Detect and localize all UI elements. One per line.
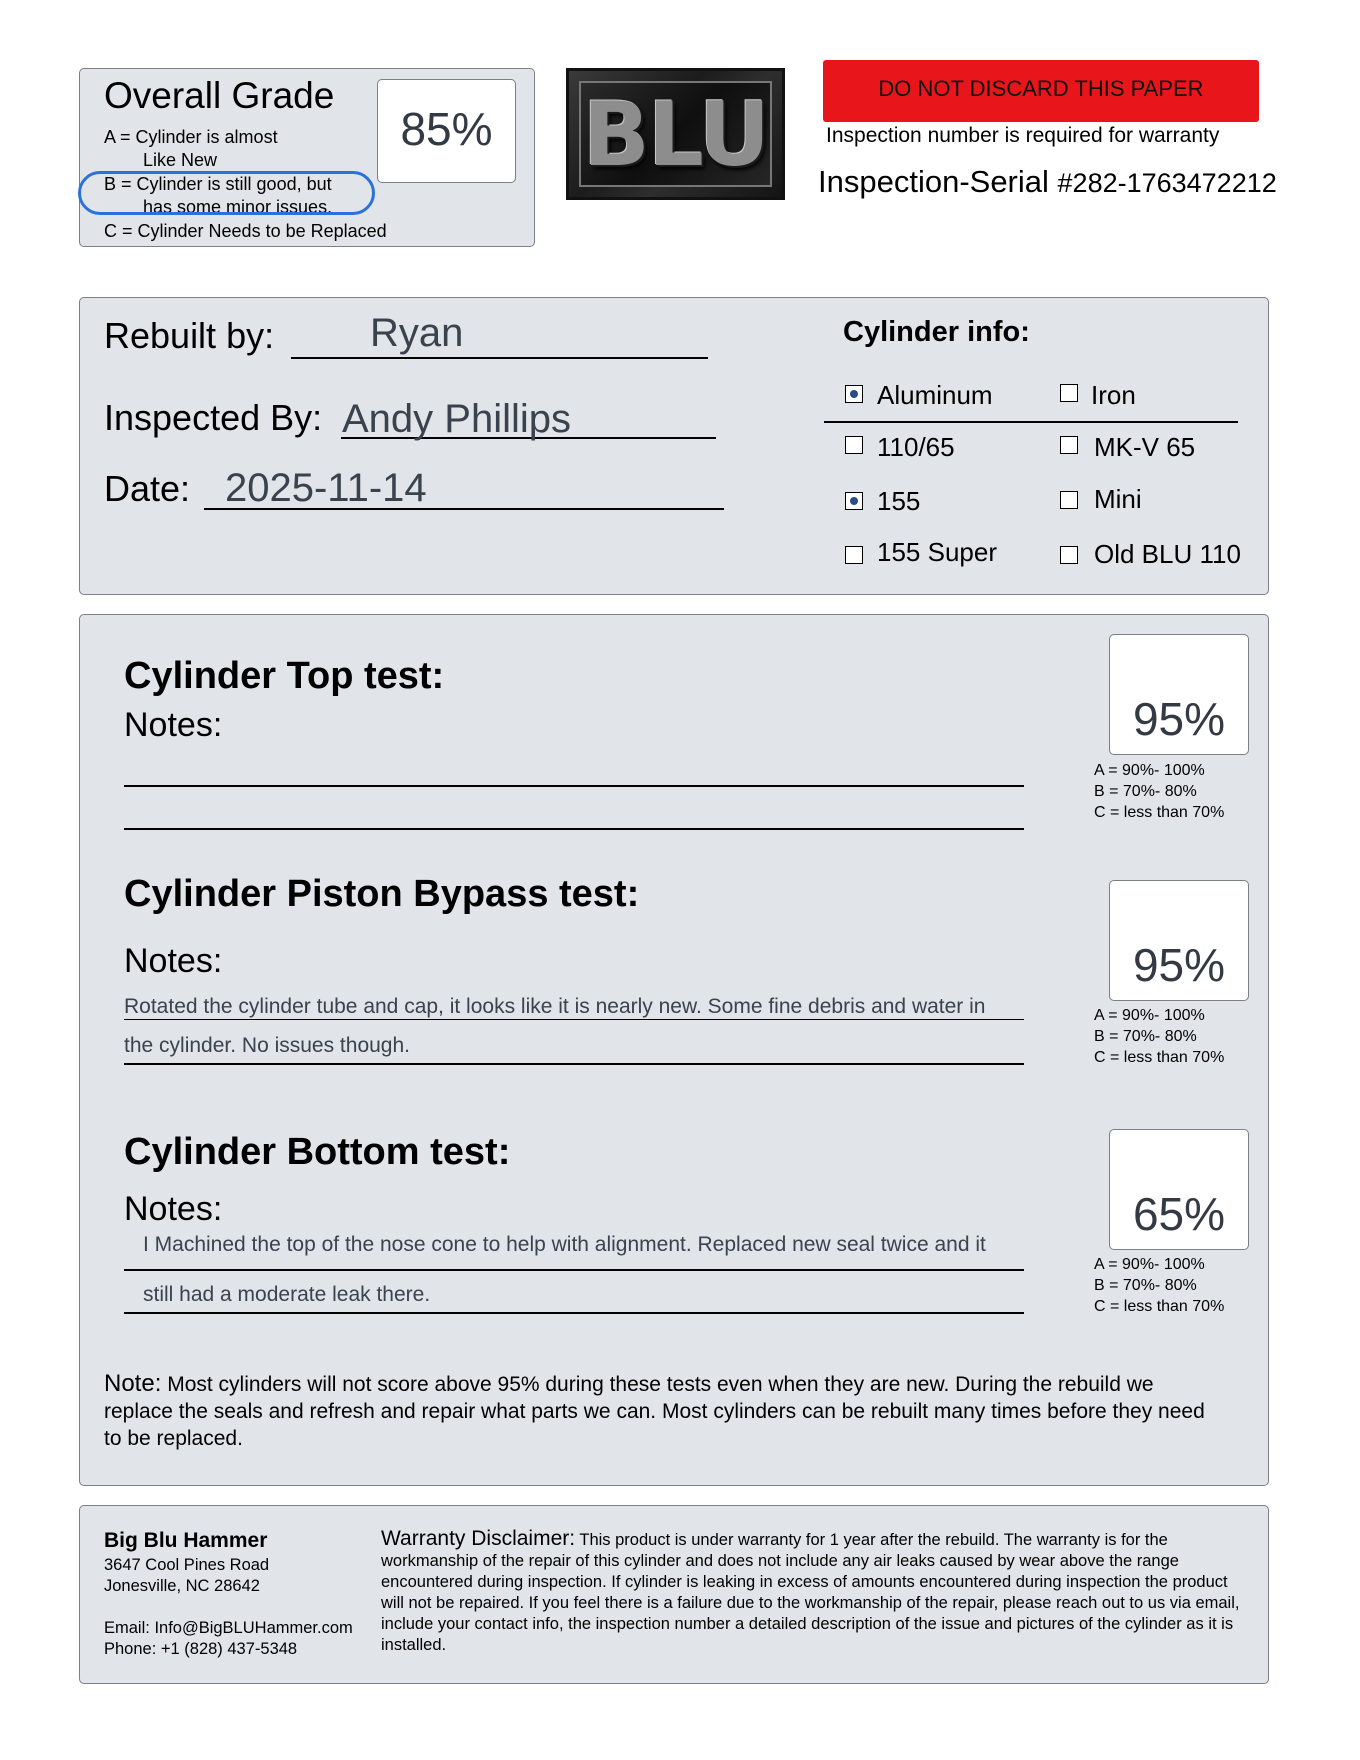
bypass-test-scale-c: C = less than 70% [1094, 1049, 1225, 1066]
top-test-scale-b: B = 70%- 80% [1094, 783, 1197, 800]
bypass-test-scale-b: B = 70%- 80% [1094, 1028, 1197, 1045]
blu-logo [566, 68, 785, 200]
bypass-test-scale-a: A = 90%- 100% [1094, 1007, 1205, 1024]
date-label: Date: [104, 468, 191, 509]
checkbox-155[interactable] [845, 492, 863, 510]
checkbox-mini[interactable] [1060, 491, 1078, 509]
company-phone: Phone: +1 (828) 437-5348 [104, 1640, 298, 1658]
checkbox-110-65[interactable] [845, 436, 863, 454]
label-aluminum: Aluminum [877, 380, 993, 410]
bottom-test-scale-b: B = 70%- 80% [1094, 1277, 1197, 1294]
rebuilt-by-line [291, 357, 708, 359]
warranty-requirement-note: Inspection number is required for warranty [826, 124, 1220, 147]
bottom-test-scale-c: C = less than 70% [1094, 1298, 1225, 1315]
overall-score-box [377, 79, 516, 183]
rebuild-note-label: Note: [104, 1370, 162, 1397]
inspected-by-value: Andy Phillips [342, 397, 572, 441]
grade-line-b: B = Cylinder is still good, but [104, 174, 332, 194]
label-155-super: 155 Super [877, 537, 997, 567]
label-155: 155 [877, 486, 921, 516]
rebuilt-by-value: Ryan [370, 311, 464, 355]
checkbox-mk-v-65[interactable] [1060, 436, 1078, 454]
date-value: 2025-11-14 [225, 466, 427, 510]
email-label: Email: [104, 1619, 150, 1637]
top-test-scale-c: C = less than 70% [1094, 804, 1225, 821]
bottom-test-note-line-1 [124, 1269, 1024, 1271]
company-address-2: Jonesville, NC 28642 [104, 1577, 260, 1595]
top-test-score: 95% [1132, 693, 1226, 745]
bottom-test-note-2: still had a moderate leak there. [143, 1283, 431, 1306]
overall-score-value: 85% [400, 103, 493, 155]
bypass-test-score: 95% [1132, 939, 1226, 991]
label-iron: Iron [1091, 380, 1136, 410]
rebuilt-by-label: Rebuilt by: [104, 315, 275, 356]
bypass-test-note-line-1 [124, 1019, 1024, 1020]
bottom-test-notes-label: Notes: [124, 1190, 223, 1228]
checkbox-155-super[interactable] [845, 546, 863, 564]
company-email [104, 1618, 353, 1639]
serial-label: Inspection-Serial [818, 164, 1049, 199]
overall-grade-title: Overall Grade [104, 75, 335, 116]
top-test-score-box [1109, 634, 1249, 755]
bypass-test-title: Cylinder Piston Bypass test: [124, 873, 640, 915]
rebuild-note-text: Most cylinders will not score above 95% during these tests even when they are new. During the rebuild we replace the seals and refresh and repair what parts we can. Most cylinders can be rebuilt many times before they need to be replaced. [104, 1373, 1205, 1450]
warranty-label: Warranty Disclaimer: [381, 1527, 576, 1550]
checkbox-aluminum[interactable] [845, 385, 863, 403]
top-test-note-line-2 [124, 828, 1024, 830]
bottom-test-note-line-2 [124, 1312, 1024, 1314]
bypass-test-note-1: Rotated the cylinder tube and cap, it looks like it is nearly new. Some fine debris and water in [124, 995, 986, 1018]
grade-line-a2: Like New [143, 150, 218, 170]
logo-text: BLU [582, 83, 769, 186]
top-test-scale-a: A = 90%- 100% [1094, 762, 1205, 779]
top-test-notes-label: Notes: [124, 706, 223, 744]
inspection-serial [818, 163, 1277, 202]
bypass-test-note-line-2 [124, 1063, 1024, 1065]
grade-line-b2: has some minor issues. [143, 197, 333, 217]
top-test-title: Cylinder Top test: [124, 655, 445, 697]
label-old-blu-110: Old BLU 110 [1094, 539, 1241, 569]
bottom-test-note-1: I Machined the top of the nose cone to help with alignment. Replaced new seal twice and it [143, 1233, 986, 1256]
label-mini: Mini [1094, 484, 1142, 514]
company-name: Big Blu Hammer [104, 1529, 268, 1552]
bypass-test-score-box [1109, 880, 1249, 1001]
company-address-1: 3647 Cool Pines Road [104, 1556, 270, 1574]
bottom-test-score: 65% [1132, 1188, 1226, 1240]
do-not-discard-banner [823, 60, 1259, 122]
top-test-note-line-1 [124, 785, 1024, 787]
checkbox-iron[interactable] [1060, 384, 1078, 402]
bottom-test-title: Cylinder Bottom test: [124, 1131, 511, 1173]
email-link[interactable]: Info@BigBLUHammer.com [154, 1619, 353, 1637]
cylinder-info-title: Cylinder info: [843, 316, 1030, 348]
serial-number: #282-1763472212 [1057, 168, 1277, 198]
bypass-test-note-2: the cylinder. No issues though. [124, 1034, 411, 1057]
banner-text: DO NOT DISCARD THIS PAPER [878, 76, 1204, 101]
cylinder-divider [824, 421, 1238, 423]
inspected-by-label: Inspected By: [104, 397, 323, 438]
bottom-test-scale-a: A = 90%- 100% [1094, 1256, 1205, 1273]
bypass-test-notes-label: Notes: [124, 942, 223, 980]
bottom-test-score-box [1109, 1129, 1249, 1250]
selected-grade-circle [78, 171, 375, 215]
label-110-65: 110/65 [877, 432, 955, 462]
grade-line-c: C = Cylinder Needs to be Replaced [104, 221, 387, 241]
grade-line-a: A = Cylinder is almost [104, 127, 278, 147]
rebuild-note [104, 1370, 1214, 1452]
checkbox-old-blu-110[interactable] [1060, 546, 1078, 564]
warranty-disclaimer [381, 1528, 1247, 1656]
warranty-text: This product is under warranty for 1 year after the rebuild. The warranty is for the workmanship of the repair of this cylinder and does not include any air leaks caused by wear above the range encountered during inspection. If cylinder is leaking in excess of amounts encountered during inspection the product will not be repaired. If you feel there is a failure due to the workmanship of the repair, please reach out to us via email, include your contact info, the inspection number a detailed description of the issue and pictures of the cylinder as it is installed. [381, 1531, 1240, 1654]
label-mk-v-65: MK-V 65 [1094, 432, 1196, 462]
